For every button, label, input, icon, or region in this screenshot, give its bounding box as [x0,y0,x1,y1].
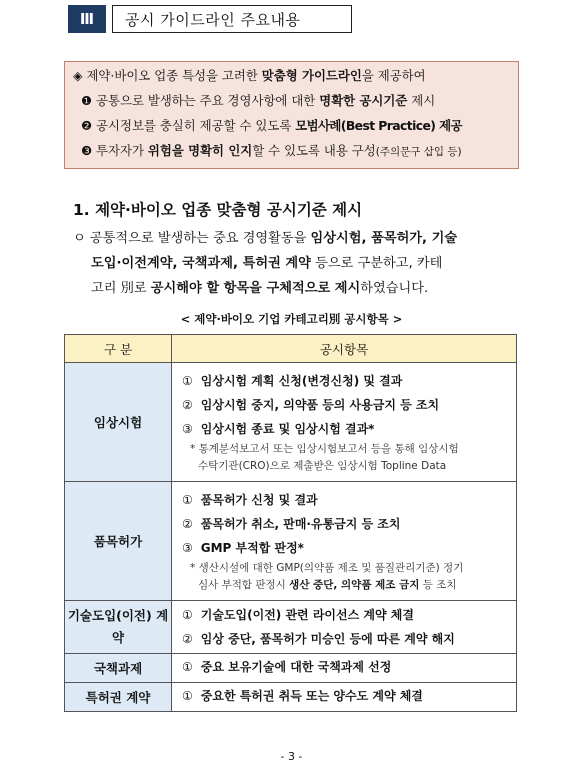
row-category: 특허권 계약 [65,683,172,712]
list-item: ① 품목허가 신청 및 결과 [182,493,318,507]
header-category: 구 분 [65,335,172,363]
row-items [172,482,517,601]
chapter-title: 공시 가이드라인 주요내용 [112,5,352,33]
table-caption: < 제약·바이오 기업 카테고리別 공시항목 > [180,312,403,326]
table-row [65,654,517,683]
table-row [65,683,517,712]
row-category: 임상시험 [65,363,172,482]
row-items [172,654,517,683]
row-category: 기술도입(이전) 계약 [65,601,172,654]
chapter-number: Ⅲ [68,5,106,33]
row-category: 품목허가 [65,482,172,601]
row-items [172,601,517,654]
section-header [68,5,352,33]
list-item: ② 품목허가 취소, 판매·유통금지 등 조치 [182,517,401,531]
row-category: 국책과제 [65,654,172,683]
list-item: ② 임상 중단, 품목허가 미승인 등에 따른 계약 해지 [182,632,455,646]
table-row [65,363,517,482]
footnote: * 생산시설에 대한 GMP(의약품 제조 및 품질관리기준) 정기 심사 부적합 판정시 생산 중단, 의약품 제조 금지 등 조치 [190,562,464,591]
table-row [65,601,517,654]
row-items [172,683,517,712]
table-row [65,482,517,601]
list-item: ① 중요 보유기술에 대한 국책과제 선정 [182,660,392,674]
list-item: ③ 임상시험 종료 및 임상시험 결과* [182,422,375,436]
list-item: ① 임상시험 계획 신청(변경신청) 및 결과 [182,374,403,388]
header-items: 공시항목 [172,335,517,363]
table-header-row [65,335,517,363]
list-item: ① 중요한 특허권 취득 또는 양수도 계약 체결 [182,689,423,703]
summary-point-1: ❶ 공통으로 발생하는 주요 경영사항에 대한 명확한 공시기준 제시 [81,93,436,108]
list-item: ① 기술도입(이전) 관련 라이선스 계약 체결 [182,608,414,622]
summary-point-2: ❷ 공시정보를 충실히 제공할 수 있도록 모범사례(Best Practice) 제공 [81,118,462,133]
row-items [172,363,517,482]
summary-box [64,61,519,169]
section-title: 1. 제약·바이오 업종 맞춤형 공시기준 제시 [73,201,363,219]
summary-intro: ◈ 제약·바이오 업종 특성을 고려한 맞춤형 가이드라인을 제공하여 [73,68,426,83]
page-number: - 3 - [280,750,303,763]
list-item: ② 임상시험 중지, 의약품 등의 사용금지 등 조치 [182,398,440,412]
summary-point-3: ❸ 투자자가 위험을 명확히 인지할 수 있도록 내용 구성(주의문구 삽입 등) [81,143,462,158]
disclosure-table [64,334,517,712]
list-item: ③ GMP 부적합 판정* [182,541,304,555]
footnote: * 통계분석보고서 또는 임상시험보고서 등을 통해 임상시험 수탁기관(CRO)으로 제출받은 임상시험 Topline Data [190,443,459,472]
